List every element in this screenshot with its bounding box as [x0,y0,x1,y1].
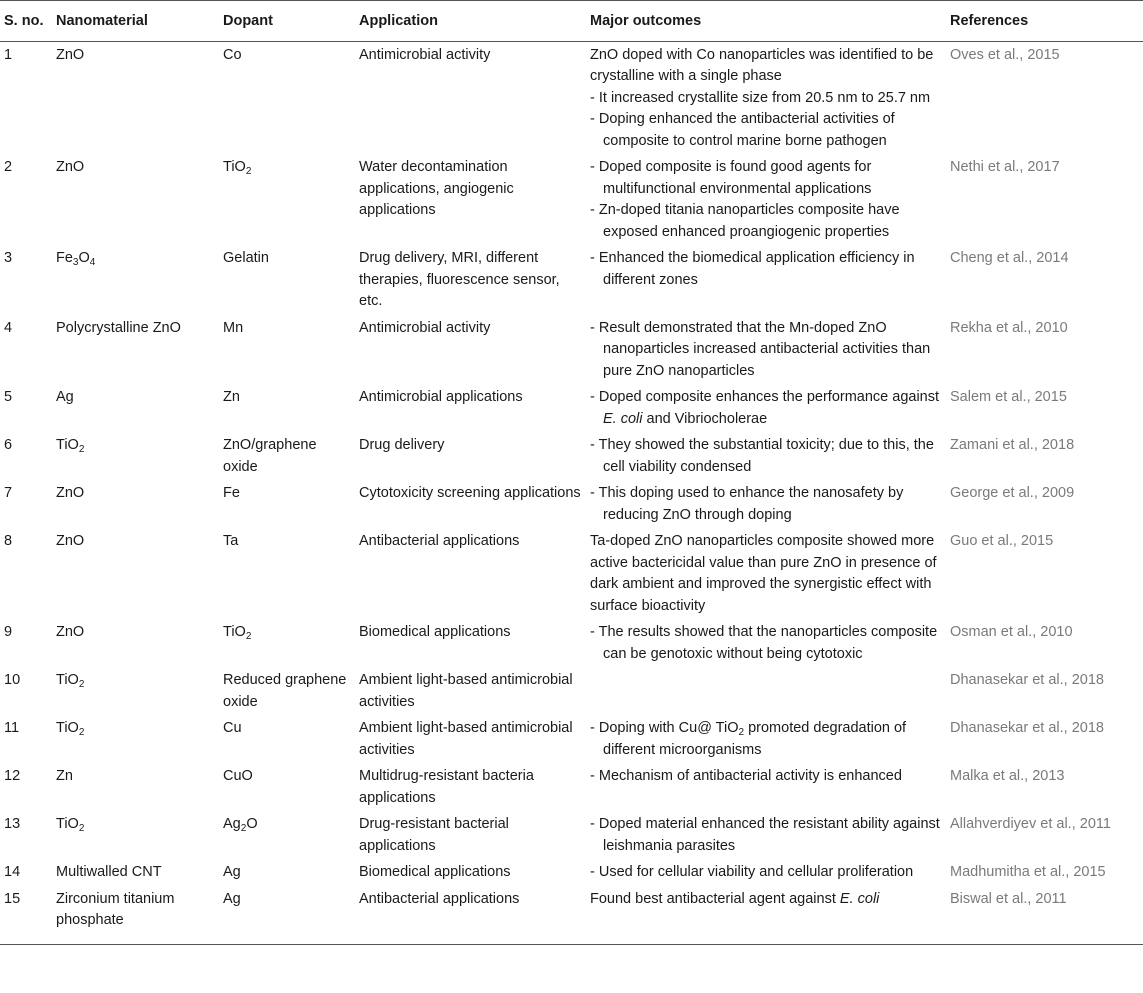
cell-dopant: TiO$_2$ [223,624,252,642]
cell-dopant: CuO [223,768,253,784]
cell-sno: 2 [4,159,13,175]
cell-sno: 4 [4,319,13,336]
cell-dopant: Mn [223,319,244,336]
cell-sno: 13 [4,816,21,832]
cell-application: Drug delivery, MRI, different therapies, fluorescence sensor, etc. [359,250,560,309]
cell-major-outcomes [586,154,946,245]
cell-reference: George et al., 2009 [950,485,1075,501]
table-row [0,667,1143,715]
outcome-bullet: - The results showed that the nanoparticles composite can be genotoxic without being cytotoxic [590,622,942,665]
table-row [0,886,1143,945]
outcome-bullet: - Doped composite is found good agents for multifunctional environmental applications [590,157,942,200]
cell-sno: 7 [4,485,13,501]
outcome-text: ZnO doped with Co nanoparticles was identified to be crystalline with a single phase [590,46,934,84]
outcome-bullet: - Doped material enhanced the resistant ability against leishmania parasites [590,814,942,857]
cell-application: Antimicrobial applications [359,389,523,405]
outcome-bullet: - This doping used to enhance the nanosafety by reducing ZnO through doping [590,483,942,526]
cell-nanomaterial: TiO$_2$ [56,816,85,834]
cell-sno: 6 [4,437,13,453]
outcome-text: Found best antibacterial agent against E. coli [590,890,880,907]
cell-major-outcomes [586,41,946,154]
cell-major-outcomes [586,245,946,315]
table-row [0,859,1143,886]
header-nanomaterial: Nanomaterial [52,1,219,42]
cell-sno: 10 [4,672,21,688]
cell-application: Ambient light-based antimicrobial activities [359,672,573,710]
cell-reference: Osman et al., 2010 [950,624,1073,640]
cell-major-outcomes [586,384,946,432]
cell-reference: Biswal et al., 2011 [946,886,1143,945]
cell-sno: 14 [4,864,21,880]
cell-application: Multidrug-resistant bacteria applications [359,768,534,806]
cell-sno: 5 [4,389,13,405]
cell-major-outcomes [586,528,946,619]
cell-application: Biomedical applications [359,624,511,640]
cell-major-outcomes [586,859,946,886]
cell-dopant: Ag [223,864,241,880]
table-row [0,480,1143,528]
cell-sno: 3 [4,250,13,266]
header-references: References [946,1,1143,42]
cell-nanomaterial: Polycrystalline ZnO [56,319,181,336]
cell-nanomaterial: Ag [56,389,74,405]
cell-sno: 8 [4,533,13,549]
cell-reference: Malka et al., 2013 [950,768,1065,784]
cell-nanomaterial: Zirconium titanium phosphate [52,886,219,945]
cell-dopant: $Ag_2O$ [223,816,258,834]
cell-major-outcomes [586,763,946,811]
cell-application: Antimicrobial activity [359,46,491,63]
outcome-bullet: - Doped composite enhances the performance against E. coli and Vibriocholerae [590,387,942,430]
table-row [0,619,1143,667]
cell-application: Water decontamination applications, angiogenic applications [359,159,514,218]
cell-nanomaterial: TiO$_2$ [56,437,85,455]
table-row [0,384,1143,432]
outcome-text: Ta-doped ZnO nanoparticles composite showed more active bactericidal value than pure ZnO in presence of dark ambient and improved the synergistic effect with surface bioactivity [590,533,937,614]
cell-nanomaterial: ZnO [56,485,85,501]
cell-application: Antibacterial applications [355,886,586,945]
table-row [0,811,1143,859]
cell-nanomaterial: TiO$_2$ [56,672,85,690]
cell-dopant: Cu [223,720,242,736]
header-row [0,1,1143,42]
cell-sno: 11 [4,720,20,736]
cell-major-outcomes [586,619,946,667]
table-row [0,715,1143,763]
cell-reference: Rekha et al., 2010 [950,319,1068,336]
cell-dopant: Ta [223,533,239,549]
cell-major-outcomes [586,715,946,763]
cell-dopant: TiO$_2$ [223,159,252,177]
cell-application: Drug delivery [359,437,445,453]
cell-major-outcomes [586,886,946,945]
table-row [0,154,1143,245]
outcome-bullet: - Enhanced the biomedical application efficiency in different zones [590,248,942,291]
cell-sno: 15 [0,886,52,945]
cell-nanomaterial: ZnO [56,159,85,175]
cell-reference: Madhumitha et al., 2015 [950,864,1106,880]
cell-nanomaterial: $Fe_3O_4$ [56,250,96,268]
cell-nanomaterial: ZnO [56,624,85,640]
cell-dopant: Gelatin [223,250,269,266]
cell-reference: Zamani et al., 2018 [950,437,1075,453]
cell-reference: Dhanasekar et al., 2018 [950,672,1104,688]
cell-application: Ambient light-based antimicrobial activities [359,720,573,758]
header-sno: S. no. [0,1,52,42]
cell-nanomaterial: TiO$_2$ [56,720,85,738]
cell-major-outcomes [586,480,946,528]
cell-nanomaterial: Zn [56,768,73,784]
cell-application: Antimicrobial activity [359,319,491,336]
table-header [0,1,1143,42]
cell-dopant: Ag [219,886,355,945]
cell-application: Antibacterial applications [359,533,520,549]
outcome-bullet: - They showed the substantial toxicity; due to this, the cell viability condensed [590,435,942,478]
cell-application: Biomedical applications [359,864,511,880]
outcome-bullet: - Result demonstrated that the Mn-doped ZnO nanoparticles increased antibacterial activities than pure ZnO nanoparticles [590,318,942,383]
cell-dopant: Reduced graphene oxide [223,672,347,710]
cell-reference: Cheng et al., 2014 [950,250,1069,266]
cell-dopant: Zn [223,389,240,405]
cell-reference: Nethi et al., 2017 [950,159,1060,175]
cell-major-outcomes [586,432,946,480]
cell-nanomaterial: ZnO [56,46,85,63]
cell-sno: 12 [4,768,21,784]
outcome-bullet: - It increased crystallite size from 20.5 nm to 25.7 nm [590,88,942,110]
table-row [0,432,1143,480]
outcome-bullet: - Mechanism of antibacterial activity is enhanced [590,766,942,788]
table-row [0,245,1143,315]
cell-reference: Allahverdiyev et al., 2011 [950,816,1111,832]
cell-nanomaterial: Multiwalled CNT [56,864,162,880]
outcome-bullet: - Zn-doped titania nanoparticles composite have exposed enhanced proangiogenic properties [590,200,942,243]
cell-sno: 9 [4,624,13,640]
cell-reference: Guo et al., 2015 [950,533,1054,549]
cell-reference: Oves et al., 2015 [950,46,1060,63]
header-application: Application [355,1,586,42]
cell-dopant: Co [223,46,242,63]
cell-reference: Salem et al., 2015 [950,389,1067,405]
cell-dopant: ZnO/graphene oxide [223,437,317,475]
cell-sno: 1 [4,46,13,63]
cell-dopant: Fe [223,485,240,501]
cell-nanomaterial: ZnO [56,533,85,549]
outcome-bullet: - Used for cellular viability and cellular proliferation [590,862,942,884]
table-row [0,763,1143,811]
cell-reference: Dhanasekar et al., 2018 [950,720,1104,736]
cell-application: Drug-resistant bacterial applications [359,816,509,854]
cell-major-outcomes [586,811,946,859]
outcome-bullet: - Doping enhanced the antibacterial activities of composite to control marine borne pathogen [590,109,942,152]
header-dopant: Dopant [219,1,355,42]
cell-application: Cytotoxicity screening applications [359,485,581,501]
table-body [0,41,1143,944]
table-row [0,528,1143,619]
header-major-outcomes: Major outcomes [586,1,946,42]
outcome-bullet: - Doping with Cu@ TiO$_2$ promoted degradation of different microorganisms [590,718,942,761]
cell-major-outcomes [586,315,946,385]
table-row [0,315,1143,385]
table-row [0,41,1143,154]
cell-major-outcomes [586,667,946,715]
